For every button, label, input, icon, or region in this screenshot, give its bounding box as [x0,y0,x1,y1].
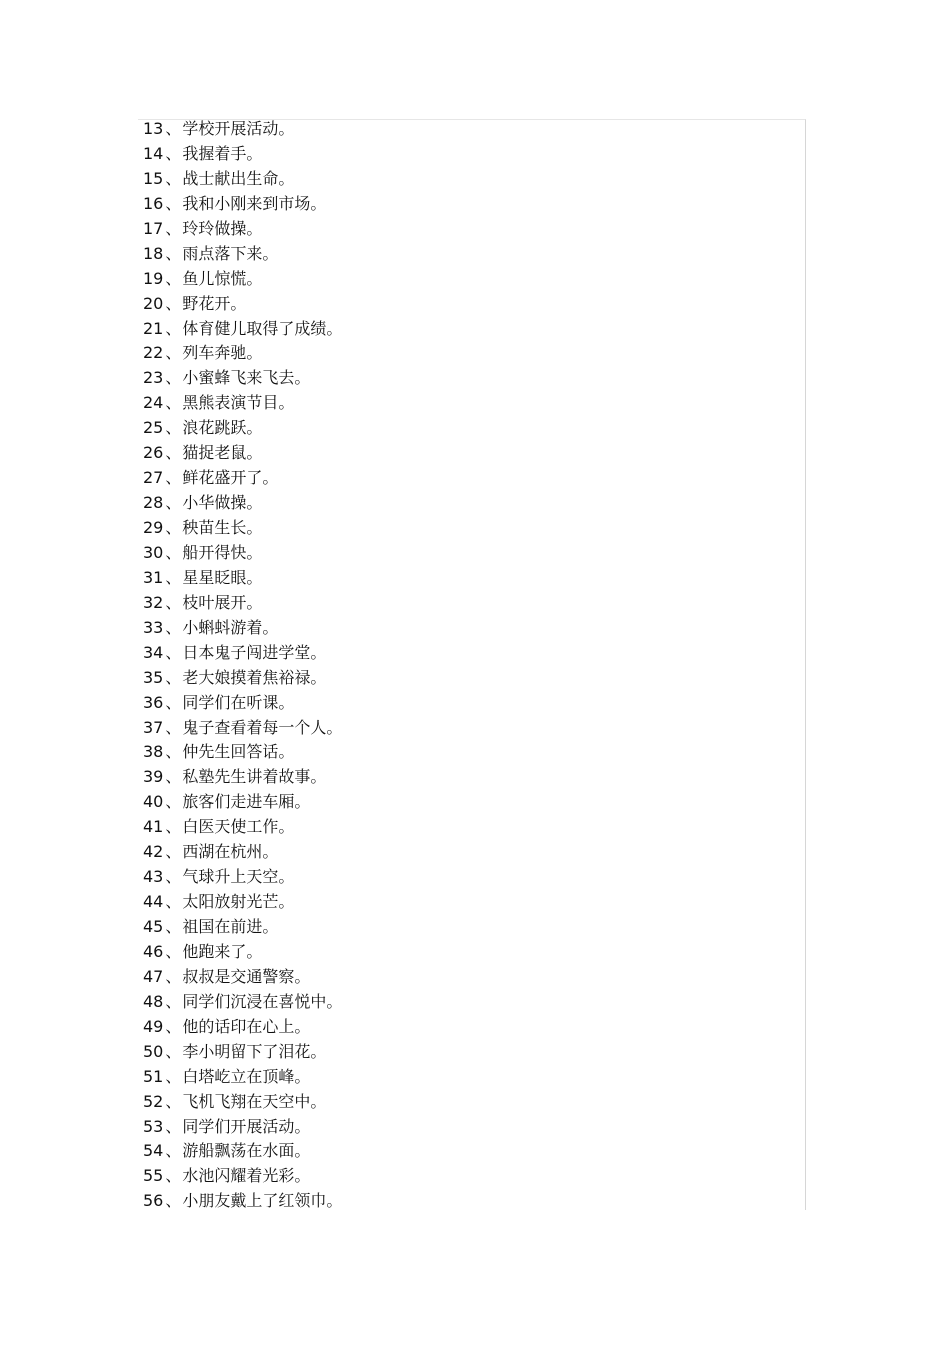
item-text: 日本鬼子闯进学堂。 [182,642,327,662]
item-number: 47 [143,966,164,986]
item-separator: 、 [165,418,182,438]
item-text: 白塔屹立在顶峰。 [182,1066,311,1086]
item-separator: 、 [165,193,182,213]
list-item [143,317,342,342]
list-item [143,716,342,741]
list-item [143,1139,342,1164]
list-item [143,666,342,691]
item-text: 枝叶展开。 [182,592,263,612]
item-number: 16 [143,193,164,213]
item-text: 小蝌蚪游着。 [182,617,279,637]
item-text: 船开得快。 [182,542,263,562]
item-text: 老大娘摸着焦裕禄。 [182,667,327,687]
item-number: 14 [143,143,164,163]
list-item [143,740,342,765]
item-number: 51 [143,1066,164,1086]
item-separator: 、 [165,941,182,961]
item-text: 他跑来了。 [182,941,263,961]
list-item [143,1189,342,1214]
item-text: 小华做操。 [182,493,263,513]
item-text: 游船飘荡在水面。 [182,1141,311,1161]
list-item [143,865,342,890]
list-item [143,591,342,616]
item-separator: 、 [165,493,182,513]
list-item [143,915,342,940]
item-text: 玲玲做操。 [182,218,263,238]
item-separator: 、 [165,293,182,313]
item-separator: 、 [165,892,182,912]
item-number: 15 [143,168,164,188]
item-text: 战士献出生命。 [182,168,295,188]
item-separator: 、 [165,1141,182,1161]
item-separator: 、 [165,243,182,263]
item-number: 41 [143,817,164,837]
list-item [143,990,342,1015]
item-separator: 、 [165,842,182,862]
list-item [143,167,342,192]
item-text: 西湖在杭州。 [182,842,279,862]
item-text: 同学们在听课。 [182,692,295,712]
item-text: 雨点落下来。 [182,243,279,263]
list-item [143,516,342,541]
item-separator: 、 [165,168,182,188]
item-separator: 、 [165,917,182,936]
item-text: 浪花跳跃。 [182,418,263,438]
item-text: 秧苗生长。 [182,518,263,537]
item-number: 17 [143,218,164,238]
item-text: 鬼子查看着每一个人。 [182,717,343,737]
list-item [143,566,342,591]
list-item [143,491,342,516]
list-item [143,142,342,167]
item-number: 35 [143,667,164,687]
list-item [143,790,342,815]
item-number: 36 [143,692,164,712]
item-number: 38 [143,742,164,762]
list-item [143,641,342,666]
item-text: 水池闪耀着光彩。 [182,1166,311,1186]
item-text: 野花开。 [182,293,247,313]
item-text: 飞机飞翔在天空中。 [182,1091,327,1111]
item-number: 26 [143,443,164,463]
item-separator: 、 [165,767,182,787]
list-item [143,1115,342,1140]
item-number: 32 [143,592,164,612]
list-item [143,815,342,840]
item-separator: 、 [165,368,182,388]
list-item [143,616,342,641]
list-item [143,541,342,566]
item-separator: 、 [165,1066,182,1086]
item-number: 13 [143,119,164,138]
list-item [143,940,342,965]
item-number: 42 [143,842,164,862]
item-number: 55 [143,1166,164,1186]
item-separator: 、 [165,518,182,537]
item-number: 20 [143,293,164,313]
item-text: 旅客们走进车厢。 [182,792,311,812]
item-number: 24 [143,393,164,413]
item-number: 45 [143,917,164,936]
item-text: 私塾先生讲着故事。 [182,767,327,787]
item-number: 54 [143,1141,164,1161]
item-separator: 、 [165,1016,182,1036]
item-separator: 、 [165,1166,182,1186]
item-text: 列车奔驰。 [182,343,263,363]
item-separator: 、 [165,119,182,138]
list-item [143,366,342,391]
item-text: 李小明留下了泪花。 [182,1041,327,1061]
list-item [143,242,342,267]
item-text: 鱼儿惊慌。 [182,268,263,288]
list-item [143,416,342,441]
list-item [143,840,342,865]
item-separator: 、 [165,567,182,587]
item-number: 29 [143,518,164,537]
item-separator: 、 [165,143,182,163]
item-number: 18 [143,243,164,263]
item-separator: 、 [165,867,182,887]
item-text: 我握着手。 [182,143,263,163]
list-item [143,117,342,142]
item-separator: 、 [165,617,182,637]
list-item [143,192,342,217]
item-text: 小蜜蜂飞来飞去。 [182,368,311,388]
item-number: 43 [143,867,164,887]
item-text: 他的话印在心上。 [182,1016,311,1036]
item-text: 太阳放射光芒。 [182,892,295,912]
list-item [143,466,342,491]
item-text: 同学们开展活动。 [182,1116,311,1136]
item-number: 48 [143,991,164,1011]
list-item [143,1015,342,1040]
list-item [143,765,342,790]
item-separator: 、 [165,268,182,288]
item-text: 星星眨眼。 [182,567,263,587]
item-number: 22 [143,343,164,363]
item-number: 44 [143,892,164,912]
list-item [143,1090,342,1115]
item-separator: 、 [165,218,182,238]
item-text: 黑熊表演节目。 [182,393,295,413]
item-number: 56 [143,1191,164,1211]
item-separator: 、 [165,717,182,737]
item-number: 23 [143,368,164,388]
item-number: 27 [143,468,164,488]
item-text: 我和小刚来到市场。 [182,193,327,213]
item-separator: 、 [165,443,182,463]
item-separator: 、 [165,991,182,1011]
item-separator: 、 [165,542,182,562]
item-number: 31 [143,567,164,587]
item-number: 30 [143,542,164,562]
item-text: 白医天使工作。 [182,817,295,837]
item-number: 37 [143,717,164,737]
item-text: 祖国在前进。 [182,917,279,936]
item-text: 同学们沉浸在喜悦中。 [182,991,343,1011]
item-separator: 、 [165,1091,182,1111]
item-separator: 、 [165,1116,182,1136]
item-separator: 、 [165,1041,182,1061]
list-item [143,441,342,466]
list-item [143,691,342,716]
list-item [143,1065,342,1090]
list-item [143,890,342,915]
item-number: 19 [143,268,164,288]
list-item [143,965,342,990]
item-number: 28 [143,493,164,513]
item-text: 猫捉老鼠。 [182,443,263,463]
item-separator: 、 [165,792,182,812]
item-number: 34 [143,642,164,662]
item-number: 33 [143,617,164,637]
item-separator: 、 [165,318,182,338]
item-separator: 、 [165,817,182,837]
item-separator: 、 [165,393,182,413]
item-number: 53 [143,1116,164,1136]
item-text: 仲先生回答话。 [182,742,295,762]
item-separator: 、 [165,692,182,712]
item-separator: 、 [165,592,182,612]
item-separator: 、 [165,468,182,488]
item-separator: 、 [165,966,182,986]
list-item [143,1164,342,1189]
sentence-list [143,117,342,1214]
item-text: 叔叔是交通警察。 [182,966,311,986]
list-item [143,267,342,292]
item-number: 46 [143,941,164,961]
item-separator: 、 [165,343,182,363]
item-separator: 、 [165,1191,182,1211]
item-text: 鲜花盛开了。 [182,468,279,488]
list-item [143,341,342,366]
list-item [143,391,342,416]
list-item [143,1040,342,1065]
item-separator: 、 [165,642,182,662]
item-text: 气球升上天空。 [182,867,295,887]
item-text: 小朋友戴上了红领巾。 [182,1191,343,1211]
item-number: 52 [143,1091,164,1111]
item-number: 25 [143,418,164,438]
item-text: 体育健儿取得了成绩。 [182,318,343,338]
item-text: 学校开展活动。 [182,119,295,138]
item-number: 49 [143,1016,164,1036]
list-item [143,292,342,317]
item-number: 21 [143,318,164,338]
item-separator: 、 [165,742,182,762]
item-number: 40 [143,792,164,812]
item-number: 50 [143,1041,164,1061]
item-number: 39 [143,767,164,787]
item-separator: 、 [165,667,182,687]
list-item [143,217,342,242]
